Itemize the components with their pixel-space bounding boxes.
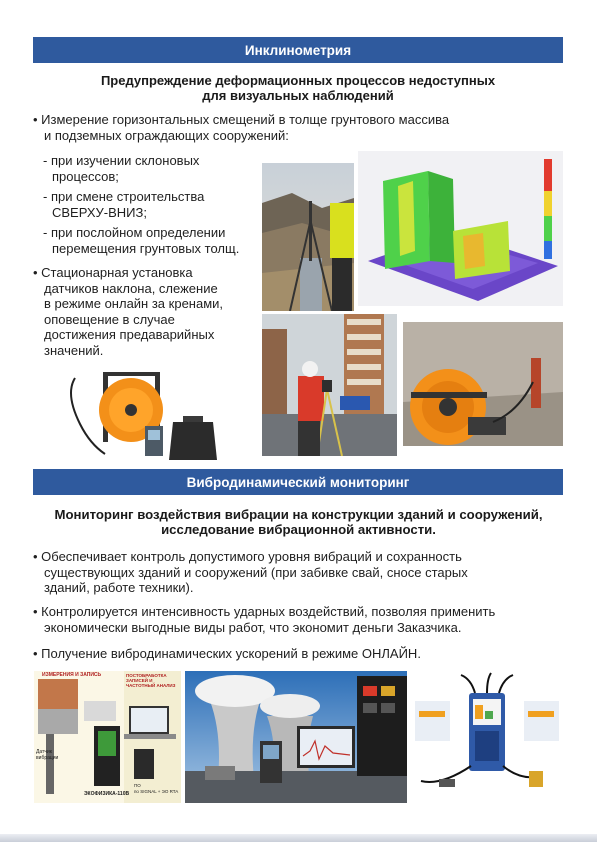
diagram-label-top: ИЗМЕРЕНИЯ И ЗАПИСЬ <box>42 672 102 678</box>
inclinometry-bullet-1: • Измерение горизонтальных смещений в толще грунтового массива и подземных ограждающих сооружений: <box>33 112 450 143</box>
section-header-inclinometry <box>33 37 563 63</box>
photo-power-plant-equipment <box>185 671 407 803</box>
vibro-heading: Мониторинг воздействия вибрации на конструкции зданий и сооружений, исследование вибрационной активности. <box>54 507 543 537</box>
page-bottom-bar <box>0 834 597 842</box>
photo-vibration-instrument <box>411 671 563 803</box>
sublist-item: - при изучении склоновых процессов; <box>43 153 200 184</box>
inclinometry-bullet-2: • Стационарная установка датчиков наклона, слежение в режиме онлайн за кренами, оповещение в случае достижения предаварийных значений. <box>33 265 224 358</box>
photo-3d-building-model <box>358 151 563 306</box>
photo-surveyor-building <box>262 314 397 456</box>
vibro-bullet-2: • Контролируется интенсивность ударных воздействий, позволяя применить экономически выгодные виды работ, что экономит деньги Заказчика. <box>33 604 496 635</box>
vibro-bullet-1: • Обеспечивает контроль допустимого уровня вибраций и сохранность существующих зданий и сооружений (при забивке свай, сносе старых зданий, работе техники). <box>33 549 468 595</box>
section-title: Вибродинамический мониторинг <box>186 474 410 490</box>
diagram-label-soft: ПО по SIGNAL + ЭО RTA <box>134 783 179 794</box>
photo-vibration-diagram <box>34 671 181 803</box>
inclinometry-sublist <box>43 153 263 256</box>
diagram-label-device: ЭКОФИЗИКА-110В <box>84 791 130 797</box>
sublist-item: - при послойном определении перемещения грунтовых толщ. <box>43 225 240 256</box>
photo-hillside-inclinometer <box>262 163 354 311</box>
vibro-bullet-3: • Получение вибродинамических ускорений в режиме ОНЛАЙН. <box>33 646 421 661</box>
section-title: Инклинометрия <box>244 42 352 58</box>
inclinometry-heading: Предупреждение деформационных процессов недоступных для визуальных наблюдений <box>100 73 496 103</box>
sublist-item: - при смене строительства СВЕРХУ-ВНИЗ; <box>43 189 205 220</box>
diagram-label-pc: ПОСТОБРАБОТКА ЗАПИСЕЙ И ЧАСТОТНЫЙ АНАЛИЗ <box>126 673 176 688</box>
photo-cable-reel-site <box>403 322 563 446</box>
section-header-vibro-monitoring <box>33 469 563 495</box>
photo-inclinometer-kit <box>55 364 225 464</box>
diagram-label-sensor: Датчик вибрации <box>36 749 59 761</box>
